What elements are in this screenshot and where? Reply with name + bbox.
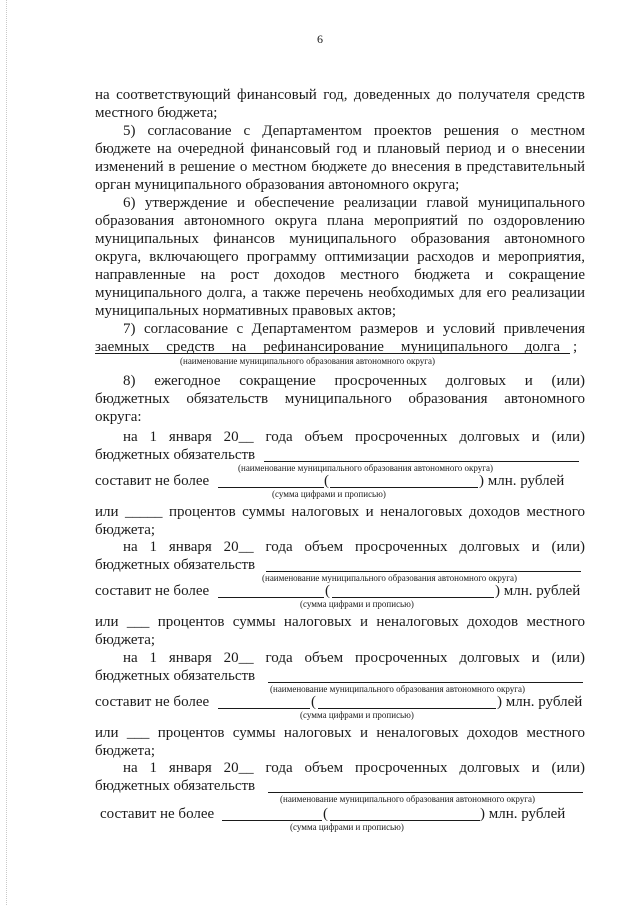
caption: (наименование муниципального образования автономного округа)	[270, 684, 525, 694]
page-number: 6	[317, 32, 323, 46]
fill-line	[268, 682, 583, 683]
text-line: местного бюджета;	[95, 105, 218, 121]
caption: (наименование муниципального образования автономного округа)	[238, 463, 493, 473]
text-line: 6) утверждение и обеспечение реализации главой муниципального	[123, 195, 585, 211]
text-line: бюджете на очередной финансовый год и плановый период и о внесении	[95, 141, 585, 157]
text-line: 5) согласование с Департаментом проектов решения о местном	[123, 123, 585, 139]
text-line: (	[323, 806, 328, 822]
text-line: ) млн. рублей	[497, 694, 583, 710]
text-line: бюджетных обязательств	[95, 447, 256, 463]
text-line: на 1 января 20__ года объем просроченных долговых и (или)	[123, 429, 585, 445]
text-line: (	[325, 583, 330, 599]
text-line: 8) ежегодное сокращение просроченных долговых и (или)	[123, 373, 585, 389]
text-line: образования автономного округа плана мероприятий по оздоровлению	[95, 213, 585, 229]
fill-line	[332, 597, 494, 598]
text-line: составит не более	[95, 583, 210, 599]
fill-line	[222, 820, 322, 821]
text-line: составит не более	[100, 806, 215, 822]
text-line: бюджета;	[95, 632, 156, 648]
text-line: ) млн. рублей	[479, 473, 565, 489]
text-line: бюджетных обязательств муниципального образования автономного	[95, 391, 585, 407]
fill-line	[318, 708, 496, 709]
fill-line	[218, 597, 324, 598]
caption: (сумма цифрами и прописью)	[300, 599, 414, 609]
caption: (наименование муниципального образования автономного округа)	[180, 356, 435, 366]
text-line: бюджета;	[95, 522, 156, 538]
text-line: ;	[573, 339, 578, 355]
caption: (сумма цифрами и прописью)	[290, 822, 404, 832]
caption: (наименование муниципального образования автономного округа)	[262, 573, 517, 583]
text-line: изменений в решение о местном бюджете до внесения в представительный	[95, 159, 585, 175]
text-line: или ___ процентов суммы налоговых и неналоговых доходов местного	[95, 614, 585, 630]
text-line: (	[324, 473, 329, 489]
text-line: 7) согласование с Департаментом размеров и условий привлечения	[123, 321, 585, 337]
text-line: бюджетных обязательств	[95, 557, 256, 573]
text-line: направленные на рост доходов местного бюджета и сокращение	[95, 267, 585, 283]
fill-line	[264, 461, 579, 462]
fill-line	[330, 487, 478, 488]
fill-line	[330, 820, 480, 821]
text-line: ) млн. рублей	[480, 806, 566, 822]
caption: (сумма цифрами и прописью)	[272, 489, 386, 499]
text-line: муниципальных финансов муниципального образования автономного	[95, 231, 585, 247]
fill-line	[95, 353, 570, 354]
text-line: на соответствующий финансовый год, доведенных до получателя средств	[95, 87, 585, 103]
text-line: муниципальных нормативных правовых актов;	[95, 303, 397, 319]
text-line: орган муниципального образования автономного округа;	[95, 177, 460, 193]
text-line: заемных средств на рефинансирование муниципального долга	[95, 339, 560, 355]
text-line: (	[311, 694, 316, 710]
text-line: составит не более	[95, 473, 210, 489]
text-line: бюджета;	[95, 743, 156, 759]
text-line: бюджетных обязательств	[95, 778, 256, 794]
text-line: или ___ процентов суммы налоговых и неналоговых доходов местного	[95, 725, 585, 741]
text-line: на 1 января 20__ года объем просроченных долговых и (или)	[123, 650, 585, 666]
text-line: муниципального долга, а также перечень необходимых для его реализации	[95, 285, 585, 301]
text-line: ) млн. рублей	[495, 583, 581, 599]
text-line: на 1 января 20__ года объем просроченных долговых и (или)	[123, 539, 585, 555]
caption: (сумма цифрами и прописью)	[300, 710, 414, 720]
caption: (наименование муниципального образования автономного округа)	[280, 794, 535, 804]
text-line: составит не более	[95, 694, 210, 710]
text-line: округа:	[95, 409, 142, 425]
fill-line	[218, 708, 310, 709]
text-line: или _____ процентов суммы налоговых и неналоговых доходов местного	[95, 504, 585, 520]
scan-edge	[6, 0, 7, 905]
text-line: на 1 января 20__ года объем просроченных долговых и (или)	[123, 760, 585, 776]
fill-line	[266, 571, 581, 572]
fill-line	[268, 792, 583, 793]
fill-line	[218, 487, 324, 488]
text-line: округа, включающего программу оптимизации расходов и мероприятия,	[95, 249, 585, 265]
text-line: бюджетных обязательств	[95, 668, 256, 684]
